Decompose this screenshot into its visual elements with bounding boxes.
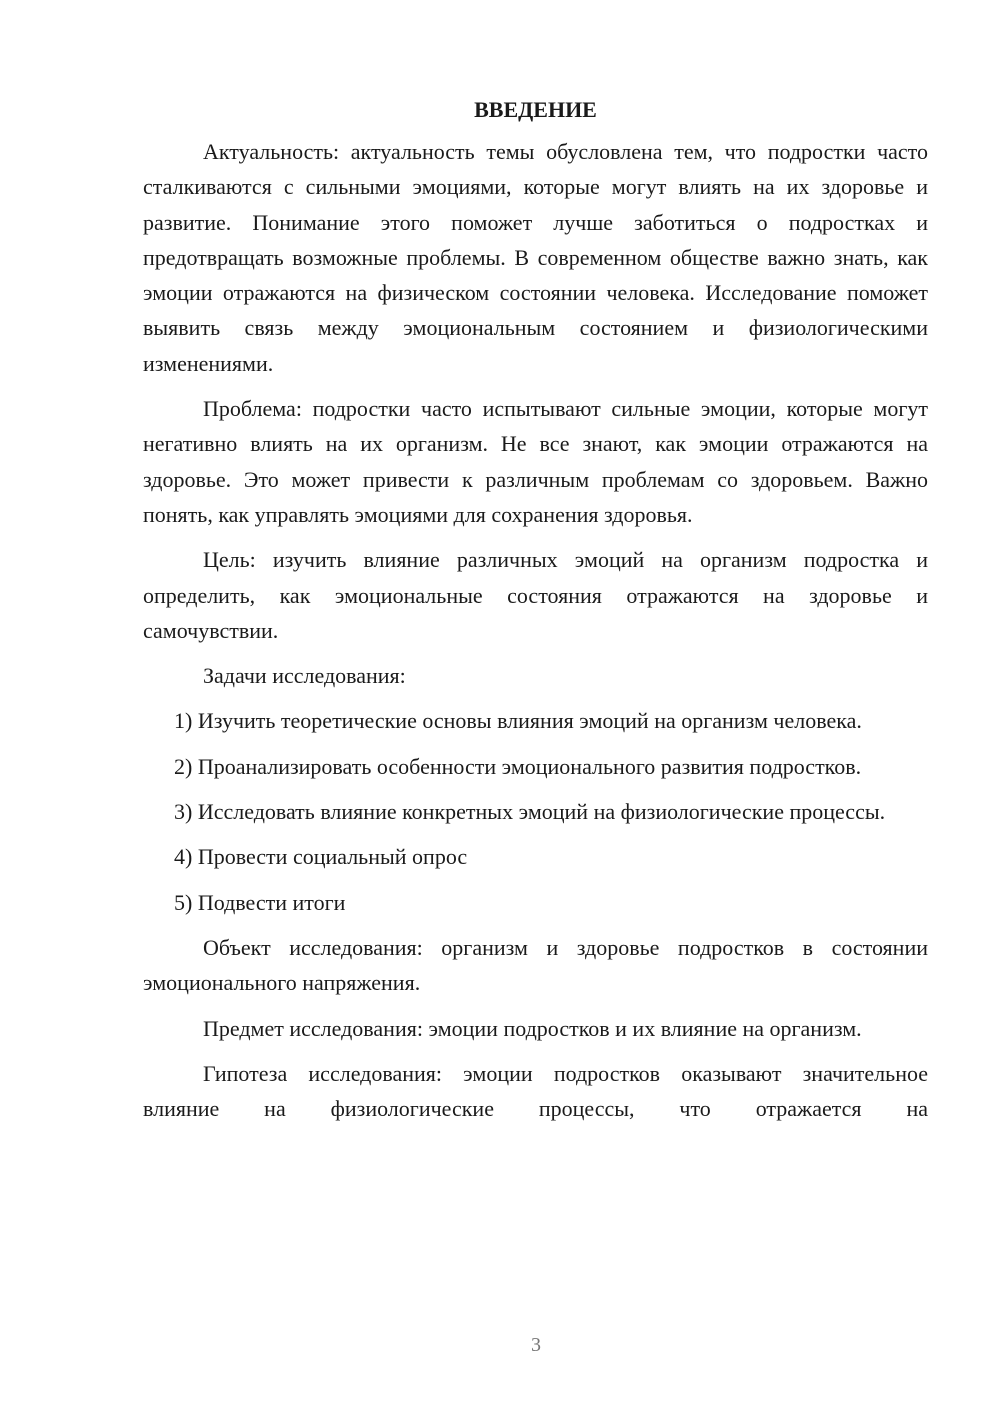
page-title: ВВЕДЕНИЕ bbox=[474, 97, 597, 122]
relevance-paragraph: Актуальность: актуальность темы обусловлена тем, что подростки часто сталкиваются с сильными эмоциями, которые могут влиять на их здоровье и развитие. Понимание этого поможет лучше заботиться о подростках и предотвращать возможные проблемы. В современном обществе важно знать, как эмоции отражаются на физическом состоянии человека. Исследование поможет выявить связь между эмоциональным состоянием и физиологическими изменениями. bbox=[143, 139, 928, 376]
object-paragraph: Объект исследования: организм и здоровье подростков в состоянии эмоционального напряжения. bbox=[143, 934, 928, 996]
tasks-heading: Задачи исследования: bbox=[203, 663, 406, 689]
task-item: 1) Изучить теоретические основы влияния эмоций на организм человека. bbox=[174, 708, 862, 734]
hypothesis-paragraph: Гипотеза исследования: эмоции подростков оказывают значительное влияние на физиологические процессы, что отражается на bbox=[143, 1060, 928, 1122]
document-page bbox=[143, 92, 928, 1126]
task-item: 3) Исследовать влияние конкретных эмоций на физиологические процессы. bbox=[174, 799, 886, 825]
task-item: 5) Подвести итоги bbox=[174, 889, 346, 915]
page-number: 3 bbox=[531, 1334, 541, 1356]
subject-paragraph: Предмет исследования: эмоции подростков и их влияние на организм. bbox=[203, 1015, 862, 1041]
problem-paragraph: Проблема: подростки часто испытывают сильные эмоции, которые могут негативно влиять на их организм. Не все знают, как эмоции отражаются на здоровье. Это может привести к различным проблемам со здоровьем. Важно понять, как управлять эмоциями для сохранения здоровья. bbox=[143, 396, 928, 527]
task-item: 2) Проанализировать особенности эмоционального развития подростков. bbox=[174, 753, 862, 779]
task-item: 4) Провести социальный опрос bbox=[174, 844, 468, 870]
goal-paragraph: Цель: изучить влияние различных эмоций на организм подростка и определить, как эмоциональные состояния отражаются на здоровье и самочувствии. bbox=[143, 547, 928, 643]
